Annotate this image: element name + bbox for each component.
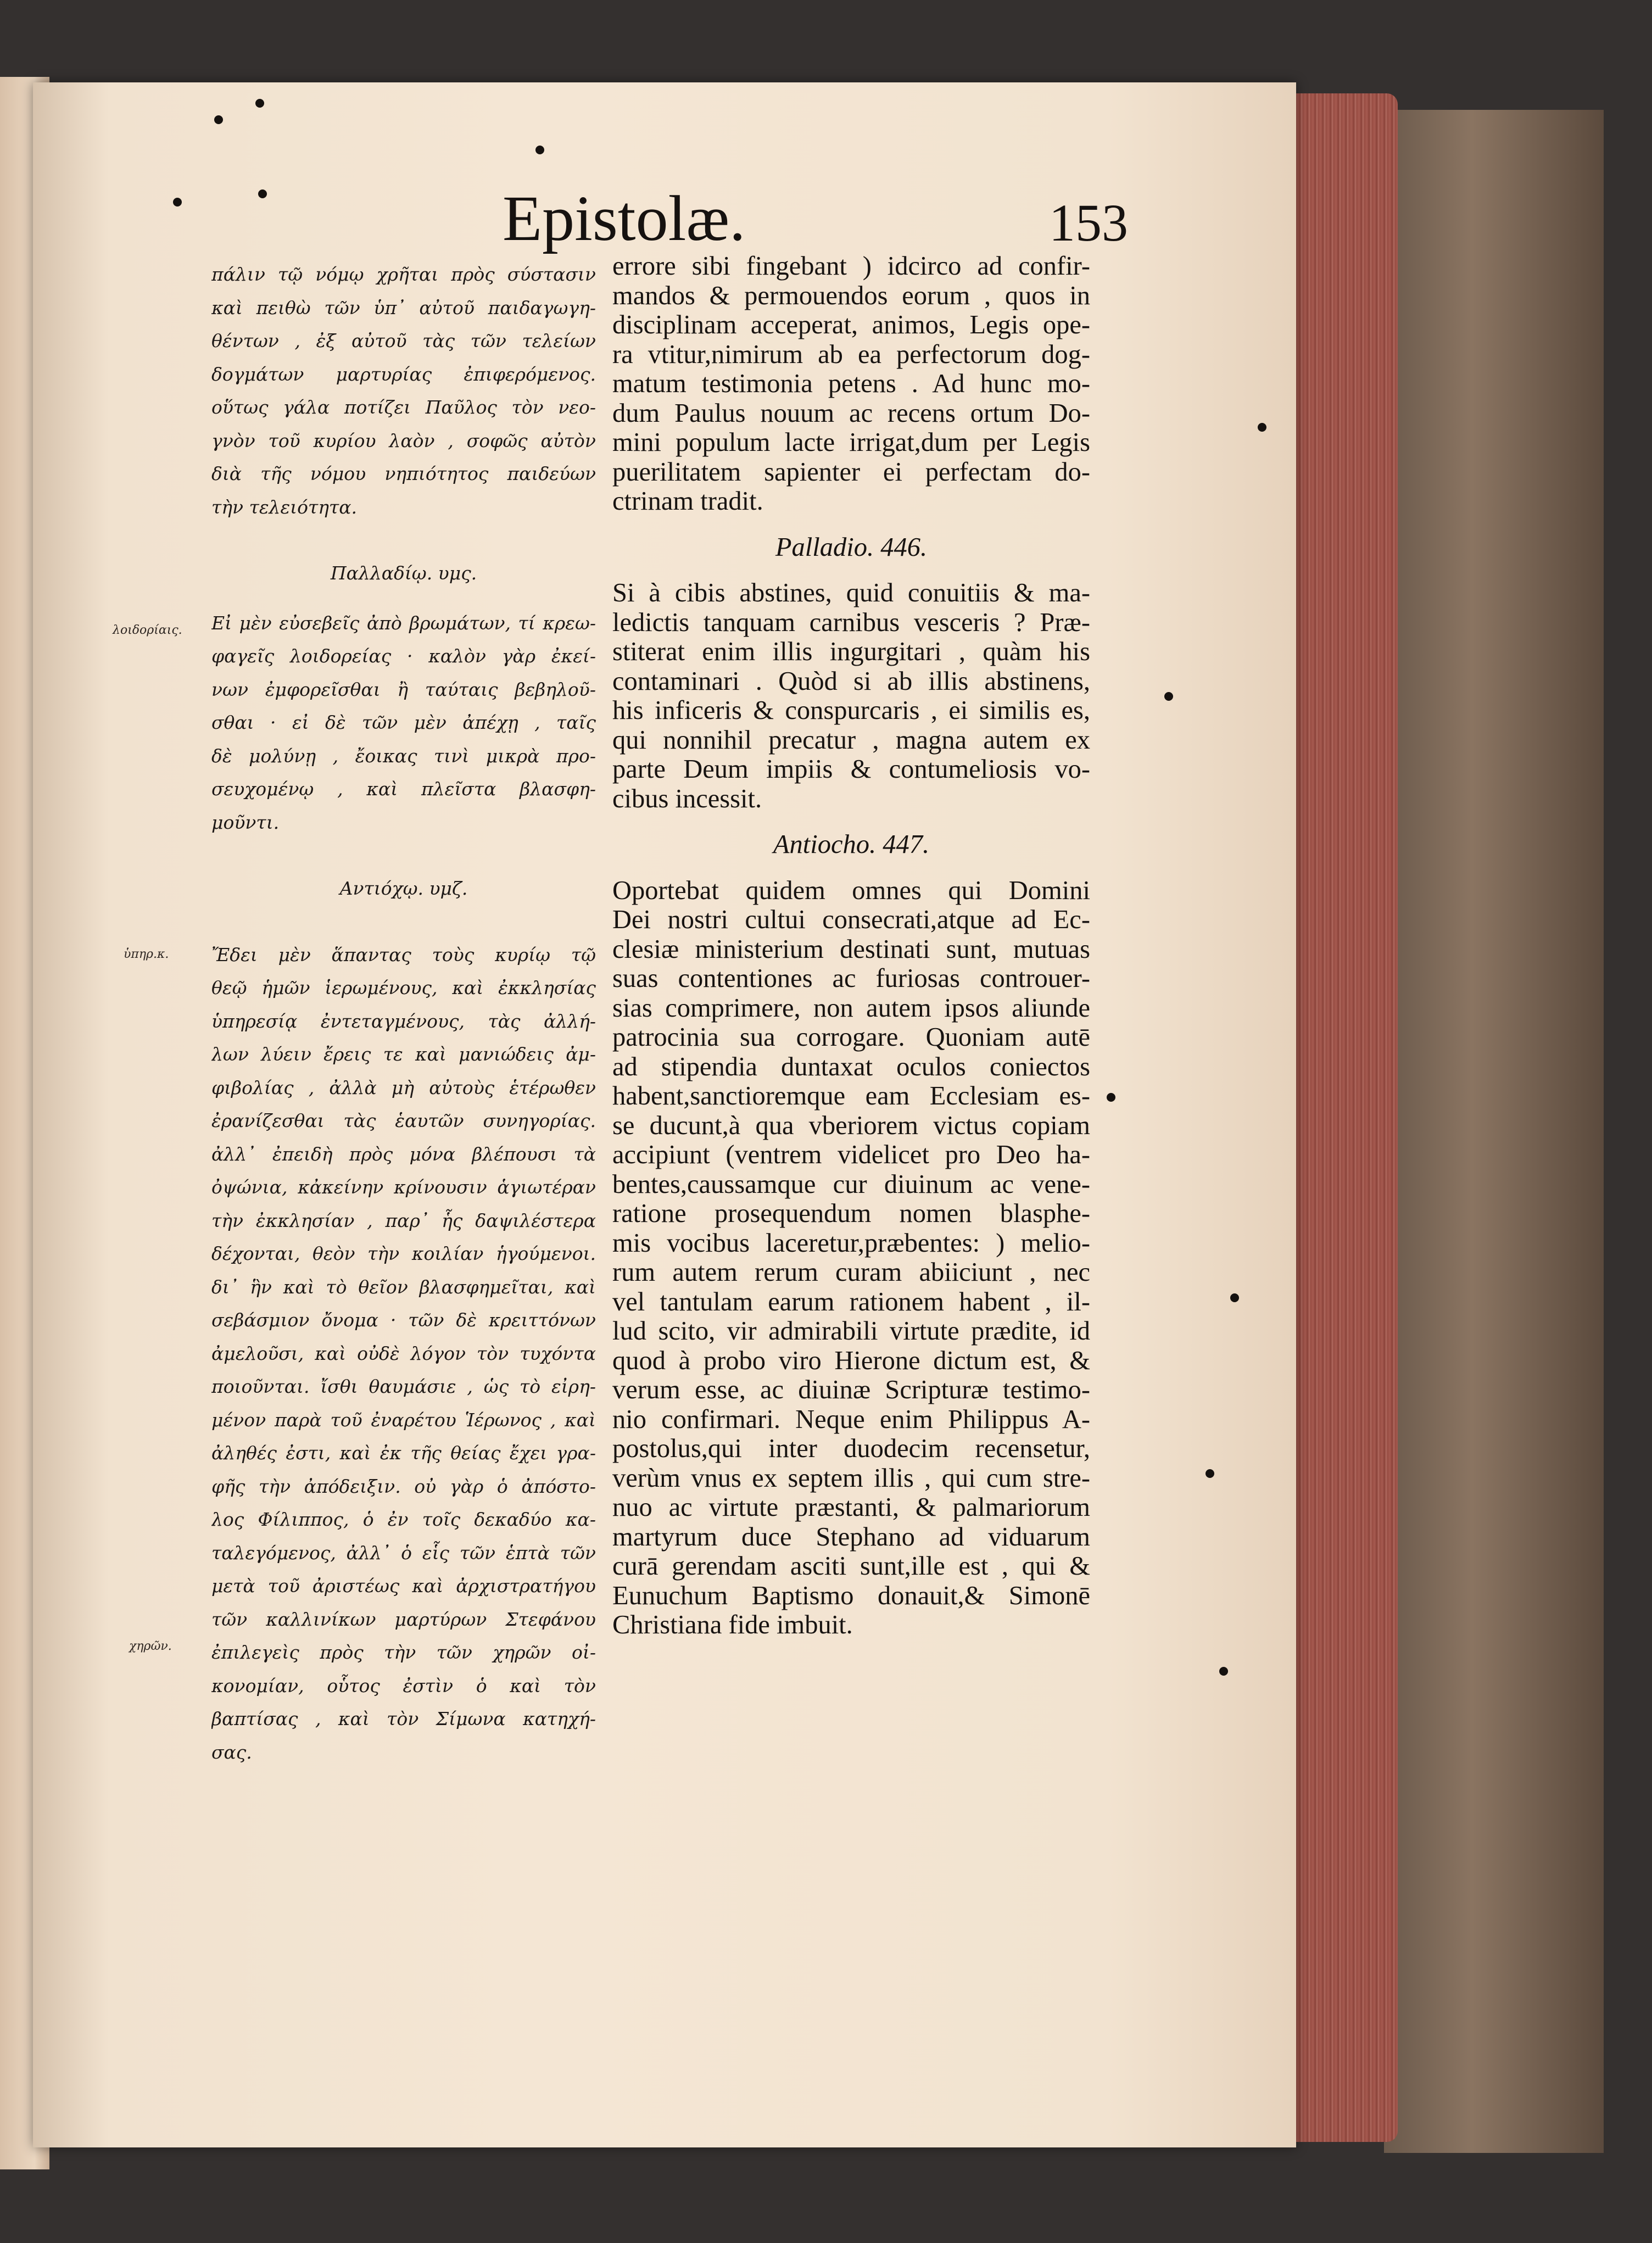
text-line: νων ἐμφορεῖσθαι ἢ ταύταις βεβηλοῦ- xyxy=(211,678,596,700)
spacer xyxy=(612,562,1090,578)
speck xyxy=(173,198,182,207)
text-line: τὴν ἐκκλησίαν , παρ᾽ ἧς δαψιλέστερα xyxy=(211,1209,596,1231)
text-line: μένον παρὰ τοῦ ἐναρέτου Ἱέρωνος , καὶ xyxy=(211,1409,596,1431)
speck xyxy=(1219,1667,1228,1676)
text-line: Ἔδει μὲν ἅπαντας τοὺς κυρίῳ τῷ xyxy=(211,944,596,966)
spacer xyxy=(211,524,596,557)
text-line: accipiunt (ventrem videlicet pro Deo ha- xyxy=(612,1140,1090,1169)
text-line: γνὸν τοῦ κυρίου λαὸν , σοφῶς αὐτὸν xyxy=(211,429,596,451)
text-line: ἀληθές ἐστι, καὶ ἐκ τῆς θείας ἔχει γρα- xyxy=(211,1442,596,1464)
page-number: 153 xyxy=(1049,193,1128,252)
speck xyxy=(1164,692,1173,701)
speck xyxy=(1258,423,1266,432)
text-line: habent,sanctioremque eam Ecclesiam es- xyxy=(612,1081,1090,1111)
margin-note: χηρῶν. xyxy=(129,1639,172,1653)
text-line: λων λύειν ἔρεις τε καὶ μανιώδεις ἀμ- xyxy=(211,1044,596,1065)
text-line: rum autem rerum curam abiiciunt , nec xyxy=(612,1258,1090,1287)
text-line: σας. xyxy=(211,1741,252,1763)
text-line: Oportebat quidem omnes qui Domini xyxy=(612,875,1090,905)
text-line: errore sibi fingebant ) idcirco ad confir- xyxy=(612,252,1090,281)
text-line: ctrinam tradit. xyxy=(612,487,763,516)
text-line: ἐρανίζεσθαι τὰς ἑαυτῶν συνηγορίας. xyxy=(211,1110,596,1131)
spacer xyxy=(612,516,1090,533)
text-line: puerilitatem sapienter ei perfectam do- xyxy=(612,457,1090,487)
text-line: μετὰ τοῦ ἀριστέως καὶ ἀρχιστρατήγου xyxy=(211,1575,596,1597)
text-line: ταλεγόμενος, ἀλλ᾽ ὁ εἷς τῶν ἑπτὰ τῶν xyxy=(211,1542,596,1564)
text-line: ὑπηρεσίᾳ ἐντεταγμένους, τὰς ἀλλή- xyxy=(211,1010,596,1032)
text-line: lud scito, vir admirabili virtute prædite, id xyxy=(612,1316,1090,1346)
text-line: mandos & permouendos eorum , quos in xyxy=(612,281,1090,310)
text-line: Dei nostri cultui consecrati,atque ad Ec- xyxy=(612,905,1090,934)
text-line: contaminari . Quòd si ab illis abstinens, xyxy=(612,666,1090,696)
speck xyxy=(258,189,267,198)
text-line: σευχομένῳ , καὶ πλεῖστα βλασφη- xyxy=(211,778,596,800)
section-heading: Αντιόχῳ. υμζ. xyxy=(339,878,468,899)
text-line: cibus incessit. xyxy=(612,784,762,813)
text-line: σεβάσμιον ὄνομα · τῶν δὲ κρειττόνων xyxy=(211,1309,596,1331)
speck xyxy=(1230,1293,1239,1302)
text-line: φιβολίας , ἀλλὰ μὴ αὐτοὺς ἑτέρωθεν xyxy=(211,1076,596,1098)
spacer xyxy=(211,906,596,939)
text-line: se ducunt,à qua vberiorem victus copiam xyxy=(612,1111,1090,1140)
speck xyxy=(1205,1469,1214,1478)
text-line: ποιοῦνται. ἴσθι θαυμάσιε , ὡς τὸ εἰρη- xyxy=(211,1376,596,1397)
spacer xyxy=(211,590,596,607)
book-cover-board xyxy=(1384,110,1604,2153)
text-line: martyrum duce Stephano ad viduarum xyxy=(612,1522,1090,1552)
margin-note: ὑπηρ.κ. xyxy=(124,947,169,961)
text-line: curā gerendam asciti sunt,ille est , qui & xyxy=(612,1552,1090,1581)
text-line: ad stipendia duntaxat oculos coniectos xyxy=(612,1052,1090,1081)
text-line: μοῦντι. xyxy=(211,811,280,833)
text-line: βαπτίσας , καὶ τὸν Σίμωνα κατηχή- xyxy=(211,1708,596,1729)
text-line: matum testimonia petens . Ad hunc mo- xyxy=(612,369,1090,398)
text-line: κονομίαν, οὗτος ἐστὶν ὁ καὶ τὸν xyxy=(211,1675,596,1697)
speck xyxy=(1107,1093,1115,1102)
speck xyxy=(214,115,223,124)
text-line: φαγεῖς λοιδορείας · καλὸν γὰρ ἐκεί- xyxy=(211,645,596,667)
section-heading: Παλλαδίῳ. υμς. xyxy=(330,562,477,584)
text-line: ra vtitur,nimirum ab ea perfectorum dog- xyxy=(612,339,1090,369)
margin-note: λοιδορίαις. xyxy=(113,623,182,637)
text-line: nio confirmari. Neque enim Philippus A- xyxy=(612,1404,1090,1434)
text-line: λος Φίλιππος, ὁ ἐν τοῖς δεκαδύο κα- xyxy=(211,1509,596,1530)
text-line: stiterat enim illis ingurgitari , quàm his xyxy=(612,637,1090,666)
latin-column xyxy=(612,252,1090,1640)
text-line: mis vocibus laceretur,præbentes: ) melio- xyxy=(612,1228,1090,1258)
text-line: σθαι · εἰ δὲ τῶν μὲν ἀπέχῃ , ταῖς xyxy=(211,712,596,733)
text-line: Si à cibis abstines, quid conuitiis & ma- xyxy=(612,578,1090,607)
text-line: δὲ μολύνῃ , ἔοικας τινὶ μικρὰ προ- xyxy=(211,745,596,767)
text-line: verum esse, ac diuinæ Scripturæ testimo- xyxy=(612,1375,1090,1404)
text-line: suas contentiones ac furiosas controuer- xyxy=(612,964,1090,993)
text-line: verùm vnus ex septem illis , qui cum stre- xyxy=(612,1463,1090,1493)
text-line: δογμάτων μαρτυρίας ἐπιφερόμενος. xyxy=(211,363,596,385)
text-line: Christiana fide imbuit. xyxy=(612,1610,853,1639)
section-heading: Palladio. 446. xyxy=(775,532,928,562)
speck xyxy=(255,99,264,108)
page-edges-red xyxy=(1288,93,1398,2142)
text-line: τὴν τελειότητα. xyxy=(211,496,358,518)
text-line: ἀμελοῦσι, καὶ οὐδὲ λόγον τὸν τυχόντα xyxy=(211,1342,596,1364)
text-line: πάλιν τῷ νόμῳ χρῆται πρὸς σύστασιν xyxy=(211,264,596,285)
spacer xyxy=(211,839,596,872)
text-line: nuo ac virtute præstanti, & palmariorum xyxy=(612,1493,1090,1522)
text-line: ὀψώνια, κἀκείνην κρίνουσιν ἁγιωτέραν xyxy=(211,1176,596,1198)
text-line: τῶν καλλινίκων μαρτύρων Στεφάνου xyxy=(211,1608,596,1630)
text-line: Εἰ μὲν εὐσεβεῖς ἀπὸ βρωμάτων, τί κρεω- xyxy=(211,612,596,634)
running-title: Epistolæ. xyxy=(503,182,746,254)
text-line: Eunuchum Baptismo donauit,& Simonē xyxy=(612,1581,1090,1610)
text-line: sias comprimere, non autem ipsos aliunde xyxy=(612,993,1090,1023)
text-line: ledictis tanquam carnibus vesceris ? Præ- xyxy=(612,607,1090,637)
text-line: δι᾽ ἣν καὶ τὸ θεῖον βλασφημεῖται, καὶ xyxy=(211,1276,596,1298)
text-line: vel tantulam earum rationem habent , il- xyxy=(612,1287,1090,1316)
spacer xyxy=(612,860,1090,876)
text-line: qui nonnihil precatur , magna autem ex xyxy=(612,725,1090,755)
greek-column xyxy=(211,258,596,1769)
section-heading: Antiocho. 447. xyxy=(773,830,930,859)
text-line: καὶ πειθὼ τῶν ὑπ᾽ αὐτοῦ παιδαγωγη- xyxy=(211,297,596,319)
text-line: his inficeris & conspurcaris , ei similis es, xyxy=(612,696,1090,725)
text-line: θέντων , ἐξ αὐτοῦ τὰς τῶν τελείων xyxy=(211,330,596,351)
text-line: parte Deum impiis & contumeliosis vo- xyxy=(612,755,1090,784)
spacer xyxy=(612,813,1090,830)
text-line: διὰ τῆς νόμου νηπιότητος παιδεύων xyxy=(211,463,596,484)
text-line: οὕτως γάλα ποτίζει Παῦλος τὸν νεο- xyxy=(211,397,596,418)
text-line: dum Paulus nouum ac recens ortum Do- xyxy=(612,398,1090,428)
text-line: bentes,caussamque cur diuinum ac vene- xyxy=(612,1169,1090,1199)
text-line: postolus,qui inter duodecim recensetur, xyxy=(612,1434,1090,1463)
text-line: clesiæ ministerium destinati sunt, mutuas xyxy=(612,934,1090,964)
text-line: ἐπιλεγεὶς πρὸς τὴν τῶν χηρῶν οἰ- xyxy=(211,1642,596,1663)
text-line: ἀλλ᾽ ἐπειδὴ πρὸς μόνα βλέπουσι τὰ xyxy=(211,1143,596,1165)
text-line: θεῷ ἡμῶν ἱερωμένους, καὶ ἐκκλησίας xyxy=(211,977,596,998)
text-line: φῆς τὴν ἀπόδειξιν. οὐ γὰρ ὁ ἀπόστο- xyxy=(211,1475,596,1497)
text-line: δέχονται, θεὸν τὴν κοιλίαν ἡγούμενοι. xyxy=(211,1243,596,1264)
text-line: quod à probo viro Hierone dictum est, & xyxy=(612,1346,1090,1375)
text-line: patrocinia sua corrogare. Quoniam autē xyxy=(612,1023,1090,1052)
text-line: ratione prosequendum nomen blasphe- xyxy=(612,1199,1090,1228)
text-line: mini populum lacte irrigat,dum per Legis xyxy=(612,428,1090,457)
speck xyxy=(535,146,544,154)
text-line: disciplinam acceperat, animos, Legis ope- xyxy=(612,310,1090,339)
